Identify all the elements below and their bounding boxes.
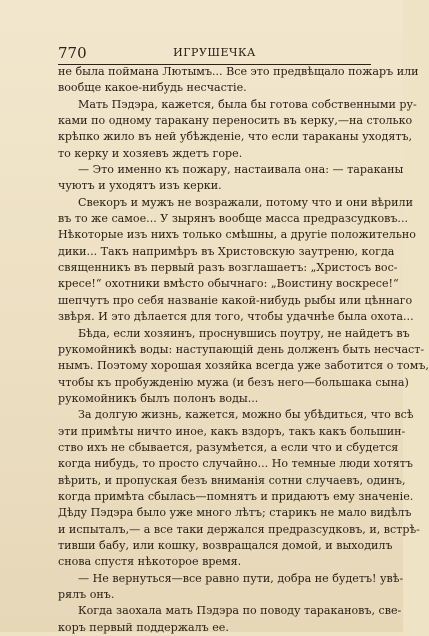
text-line: — Это именно къ пожару, настаивала она: — тараканы: [78, 163, 404, 177]
text-line: Когда заохала мать Пэдэра по поводу таракановъ, све-: [78, 604, 402, 618]
text-line: дики... Такъ напримѣръ въ Христовскую заутреню, когда: [58, 244, 395, 258]
text-line: и испыталъ,— а все таки держался предразсудковъ, и, встрѣ-: [58, 522, 420, 536]
text-line: вѣрить, и пропуская безъ вниманія сотни случаевъ, одинъ,: [58, 473, 406, 487]
paper-spot: [66, 594, 69, 597]
running-head: ИГРУШЕЧКА: [173, 46, 256, 59]
text-line: Бѣда, если хозяинъ, проснувшись поутру, не найдетъ въ: [78, 326, 410, 340]
text-line: крѣпко жило въ ней убѣжденіе, что если тараканы уходятъ,: [58, 130, 413, 144]
text-line: шепчутъ про себя названіе какой-нибудь рыбы или цѣннаго: [58, 293, 413, 307]
text-line: Свекоръ и мужъ не возражали, потому что и они вѣрили: [78, 195, 413, 209]
text-line: чуютъ и уходятъ изъ керки.: [58, 179, 222, 193]
text-line: въ то же самое... У зырянъ вообще масса предразсудковъ...: [58, 212, 409, 226]
text-line: рялъ онъ.: [58, 588, 115, 601]
page-header: [58, 44, 371, 62]
text-line: когда примѣта сбылась—помнятъ и придаютъ ему значеніе.: [58, 489, 414, 503]
text-line: священникъ въ первый разъ возглашаетъ: „Христосъ вос-: [58, 261, 398, 275]
text-line: снова спустя нѣкоторое время.: [58, 555, 242, 569]
text-line: когда нибудь, то просто случайно... Но темные люди хотятъ: [58, 457, 413, 471]
text-line: кресе!“ охотники вмѣсто обычнаго: „Воистину воскресе!“: [58, 277, 399, 291]
text-line: — Не вернуться—все равно пути, добра не будетъ! увѣ-: [78, 571, 404, 585]
text-line: Мать Пэдэра, кажется, была бы готова собственными ру-: [78, 97, 417, 111]
text-line: рукомойникѣ воды: наступающій день долженъ быть несчаст-: [58, 342, 425, 356]
text-line: Дѣду Пэдэра было уже много лѣтъ; старикъ не мало видѣлъ: [58, 506, 412, 520]
text-line: ство ихъ не сбывается, разумѣется, а если что и сбудется: [58, 440, 399, 454]
page-body: [58, 64, 429, 636]
text-line: рукомойникъ былъ полонъ воды...: [58, 391, 259, 405]
text-line: нымъ. Поэтому хорошая хозяйка всегда уже заботится о томъ,: [58, 359, 429, 373]
text-line: звѣря. И это дѣлается для того, чтобы удачнѣе была охота...: [58, 310, 414, 324]
text-line: вообще какое-нибудь несчастіе.: [58, 81, 247, 95]
text-line: коръ первый поддержалъ ее.: [58, 620, 229, 634]
text-line: ками по одному таракану переносить въ керку,—на столько: [58, 114, 413, 128]
text-line: эти примѣты ничто иное, какъ вздоръ, такъ какъ большин-: [58, 424, 406, 438]
text-line: тивши бабу, или кошку, возвращался домой, и выходилъ: [58, 538, 393, 552]
text-line: чтобы къ пробужденію мужа (и безъ него—большака сына): [58, 375, 409, 389]
text-line: Нѣкоторые изъ нихъ только смѣшны, а другіе положительно: [58, 228, 416, 242]
page-number: 770: [58, 44, 87, 62]
text-line: не была поймана Лютымъ... Все это предвѣщало пожаръ или: [58, 65, 419, 78]
text-line: то керку и хозяевъ ждетъ горе.: [58, 146, 243, 160]
text-line: За долгую жизнь, кажется, можно бы убѣдиться, что всѣ: [78, 408, 414, 422]
